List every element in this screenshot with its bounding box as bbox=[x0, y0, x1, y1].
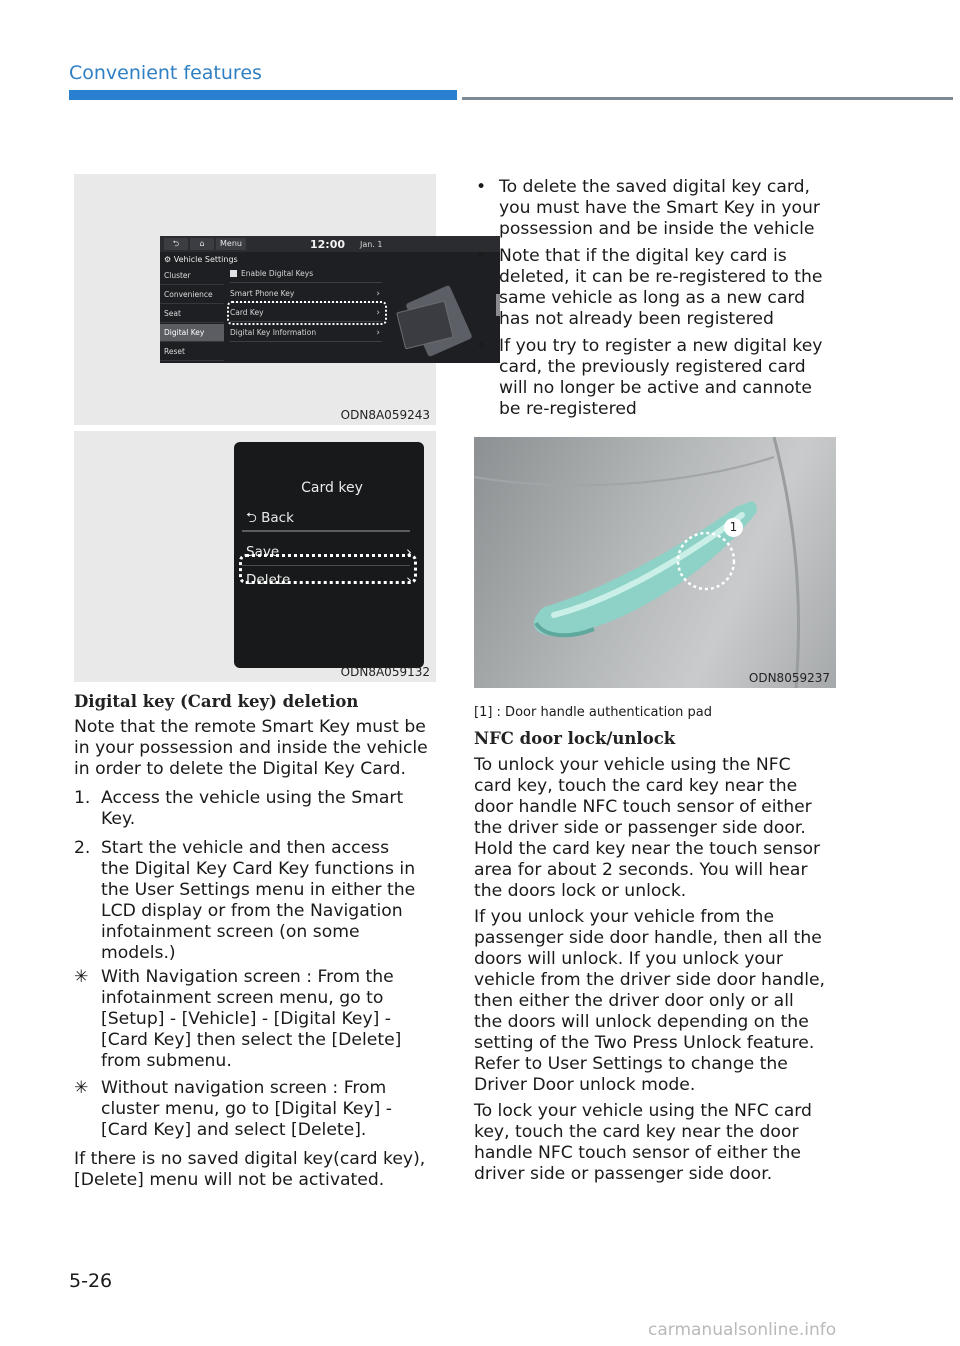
back-arrow-icon: ⮌ bbox=[246, 510, 257, 526]
item-card-key: Card Key › bbox=[230, 304, 382, 322]
heading-card-key-deletion: Digital key (Card key) deletion bbox=[74, 692, 359, 711]
heading-nfc-door-lock: NFC door lock/unlock bbox=[474, 729, 676, 748]
figure-door-handle bbox=[474, 437, 836, 688]
step-line: LCD display or from the Navigation bbox=[101, 901, 403, 921]
figure-vehicle-settings bbox=[74, 174, 436, 425]
para-line: the doors lock or unlock. bbox=[474, 881, 687, 901]
note-line: infotainment screen menu, go to bbox=[101, 988, 384, 1008]
screen-clock: 12:00 bbox=[310, 238, 346, 251]
highlight-delete bbox=[239, 554, 417, 584]
step-line: Access the vehicle using the Smart bbox=[101, 788, 404, 808]
figure-caption: [1] : Door handle authentication pad bbox=[474, 705, 712, 720]
back-arrow-icon: ⮌ bbox=[164, 238, 188, 250]
note-line: Without navigation screen : From bbox=[101, 1078, 387, 1098]
para-line: Hold the card key near the touch sensor bbox=[474, 839, 821, 859]
chevron-right-icon: › bbox=[376, 289, 380, 299]
sidebar-item-digital-key: Digital Key bbox=[160, 324, 224, 342]
bullet-line: Note that if the digital key card is bbox=[499, 246, 787, 266]
para-line: To unlock your vehicle using the NFC bbox=[474, 755, 791, 775]
para-line: To lock your vehicle using the NFC card bbox=[474, 1101, 812, 1121]
page-number: 5-26 bbox=[69, 1270, 113, 1292]
para-line: passenger side door handle, then all the bbox=[474, 928, 822, 948]
chevron-right-icon: › bbox=[406, 571, 412, 589]
item-enable-digital-keys: Enable Digital Keys bbox=[230, 265, 382, 283]
home-icon: ⌂ bbox=[190, 238, 214, 250]
divider bbox=[242, 530, 410, 532]
bullet-line: you must have the Smart Key in your bbox=[499, 198, 820, 218]
checkbox-icon bbox=[230, 270, 237, 277]
intro-line: in order to delete the Digital Key Card. bbox=[74, 759, 406, 779]
sidebar-item-cluster: Cluster bbox=[160, 267, 224, 285]
header-bar-rule bbox=[462, 97, 953, 100]
chevron-right-icon: › bbox=[376, 308, 380, 318]
figure-code: ODN8A059243 bbox=[340, 408, 430, 422]
para-line: doors will unlock. If you unlock your bbox=[474, 949, 783, 969]
menu-button: Menu bbox=[216, 238, 246, 250]
bullet-line: has not already been registered bbox=[499, 309, 774, 329]
figure-code: ODN8A059132 bbox=[340, 665, 430, 679]
highlight-card-key bbox=[227, 301, 387, 325]
para-line: If you unlock your vehicle from the bbox=[474, 907, 775, 927]
para-line: setting of the Two Press Unlock feature. bbox=[474, 1033, 815, 1053]
screen-date: Jan. 1 bbox=[360, 240, 383, 249]
note-line: [Setup] - [Vehicle] - [Digital Key] - bbox=[101, 1009, 392, 1029]
intro-line: Note that the remote Smart Key must be bbox=[74, 717, 426, 737]
para-line: Driver Door unlock mode. bbox=[474, 1075, 696, 1095]
para-line: Refer to User Settings to change the bbox=[474, 1054, 788, 1074]
section-title: Convenient features bbox=[69, 62, 262, 84]
vehicle-settings-screen bbox=[160, 236, 500, 363]
bullet-line: To delete the saved digital key card, bbox=[499, 177, 810, 197]
bullet-icon: • bbox=[476, 246, 487, 266]
bullet-line: will no longer be active and cannote bbox=[499, 378, 812, 398]
screen-title: Card key bbox=[301, 480, 363, 496]
watermark: carmanualsonline.info bbox=[648, 1320, 837, 1340]
note-mark-icon: ✳ bbox=[74, 1078, 89, 1098]
step-line: the Digital Key Card Key functions in bbox=[101, 859, 416, 879]
card-key-screen bbox=[234, 442, 424, 668]
screen-title: ⚙ Vehicle Settings bbox=[164, 255, 238, 264]
bullet-line: be re-registered bbox=[499, 399, 637, 419]
intro-line: in your possession and inside the vehicle bbox=[74, 738, 428, 758]
gear-icon: ⚙ bbox=[164, 255, 174, 264]
chevron-right-icon: › bbox=[406, 543, 412, 561]
bullet-line: same vehicle as long as a new card bbox=[499, 288, 806, 308]
save-row: Save › bbox=[246, 543, 412, 561]
step-line: Start the vehicle and then access bbox=[101, 838, 390, 858]
para-line: area for about 2 seconds. You will hear bbox=[474, 860, 808, 880]
item-smart-phone-key: Smart Phone Key › bbox=[230, 285, 382, 303]
note-line: from submenu. bbox=[101, 1051, 232, 1071]
note-line: [Card Key] and select [Delete]. bbox=[101, 1120, 367, 1140]
figure-code: ODN8059237 bbox=[748, 671, 830, 685]
step-line: the User Settings menu in either the bbox=[101, 880, 416, 900]
para-line: the driver side or passenger side door. bbox=[474, 818, 806, 838]
header-bar-accent bbox=[69, 90, 457, 100]
outro-line: [Delete] menu will not be activated. bbox=[74, 1170, 385, 1190]
note-line: With Navigation screen : From the bbox=[101, 967, 394, 987]
step-number: 2. bbox=[74, 838, 91, 858]
para-line: vehicle from the driver side door handle, bbox=[474, 970, 826, 990]
bullet-line: possession and be inside the vehicle bbox=[499, 219, 815, 239]
step-line: Key. bbox=[101, 809, 136, 829]
bullet-line: card, the previously registered card bbox=[499, 357, 806, 377]
delete-row: Delete › bbox=[246, 571, 412, 589]
outro-line: If there is no saved digital key(card key), bbox=[74, 1149, 426, 1169]
bullet-icon: • bbox=[476, 336, 487, 356]
sidebar-item-reset: Reset bbox=[160, 343, 224, 361]
step-number: 1. bbox=[74, 788, 91, 808]
bullet-line: If you try to register a new digital key bbox=[499, 336, 823, 356]
para-line: key, touch the card key near the door bbox=[474, 1122, 799, 1142]
para-line: the doors will unlock depending on the bbox=[474, 1012, 809, 1032]
sidebar-item-convenience: Convenience bbox=[160, 286, 224, 304]
item-digital-key-information: Digital Key Information › bbox=[230, 324, 382, 342]
step-line: infotainment screen (on some bbox=[101, 922, 360, 942]
note-line: [Card Key] then select the [Delete] bbox=[101, 1030, 402, 1050]
figure-card-key-menu bbox=[74, 431, 436, 682]
bullet-icon: • bbox=[476, 177, 487, 197]
para-line: card key, touch the card key near the bbox=[474, 776, 798, 796]
back-row: ⮌ Back bbox=[246, 510, 294, 526]
door-handle-photo bbox=[474, 437, 836, 688]
para-line: driver side or passenger side door. bbox=[474, 1164, 773, 1184]
step-line: models.) bbox=[101, 943, 176, 963]
para-line: door handle NFC touch sensor of either bbox=[474, 797, 812, 817]
para-line: then either the driver door only or all bbox=[474, 991, 794, 1011]
callout-marker: 1 bbox=[724, 518, 743, 537]
note-line: cluster menu, go to [Digital Key] - bbox=[101, 1099, 392, 1119]
sidebar-item-seat: Seat bbox=[160, 305, 224, 323]
chevron-right-icon: › bbox=[376, 328, 380, 338]
para-line: handle NFC touch sensor of either the bbox=[474, 1143, 801, 1163]
note-mark-icon: ✳ bbox=[74, 967, 89, 987]
bullet-line: deleted, it can be re-registered to the bbox=[499, 267, 823, 287]
